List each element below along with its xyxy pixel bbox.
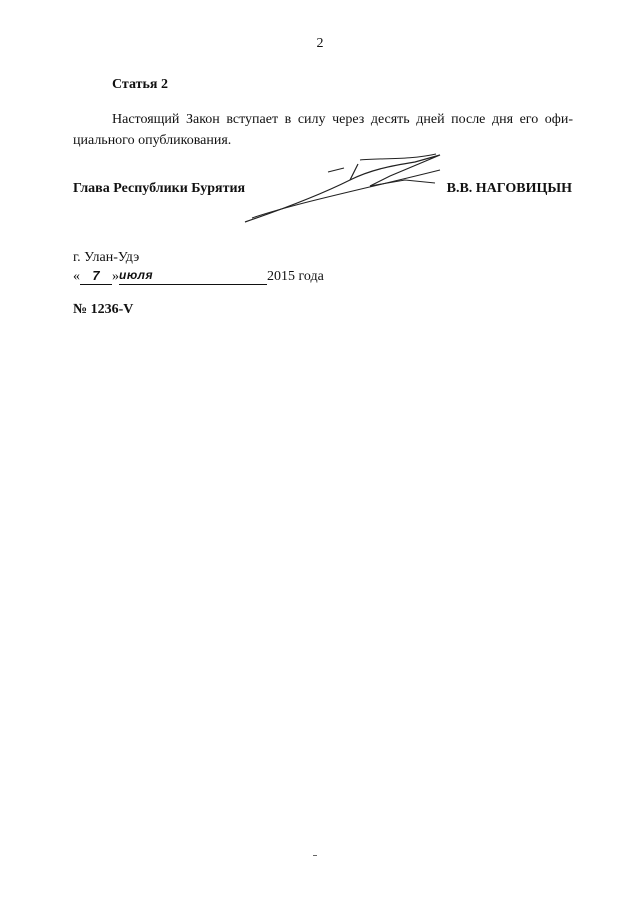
document-number: № 1236-V xyxy=(73,302,134,317)
article-heading: Статья 2 xyxy=(112,77,168,92)
date-blank xyxy=(185,268,267,285)
date-year: 2015 года xyxy=(267,269,324,284)
city: г. Улан-Удэ xyxy=(73,250,140,265)
footer-mark xyxy=(313,855,317,856)
signer-name: В.В. НАГОВИЦЫН xyxy=(446,181,572,196)
article-body xyxy=(73,109,573,151)
article-body-line-2: циального опубликования. xyxy=(73,133,232,148)
date-open-quote: « xyxy=(73,269,80,284)
page-number: 2 xyxy=(316,36,324,51)
date-day: 7 xyxy=(80,268,112,285)
date-close-quote: » xyxy=(112,269,119,284)
handwritten-signature xyxy=(240,150,450,230)
article-body-line-1: Настоящий Закон вступает в силу через десять дней после дня его офи- xyxy=(112,112,573,127)
signer-title: Глава Республики Бурятия xyxy=(73,181,246,196)
date-line xyxy=(73,268,324,285)
date-month: июля xyxy=(119,268,185,285)
